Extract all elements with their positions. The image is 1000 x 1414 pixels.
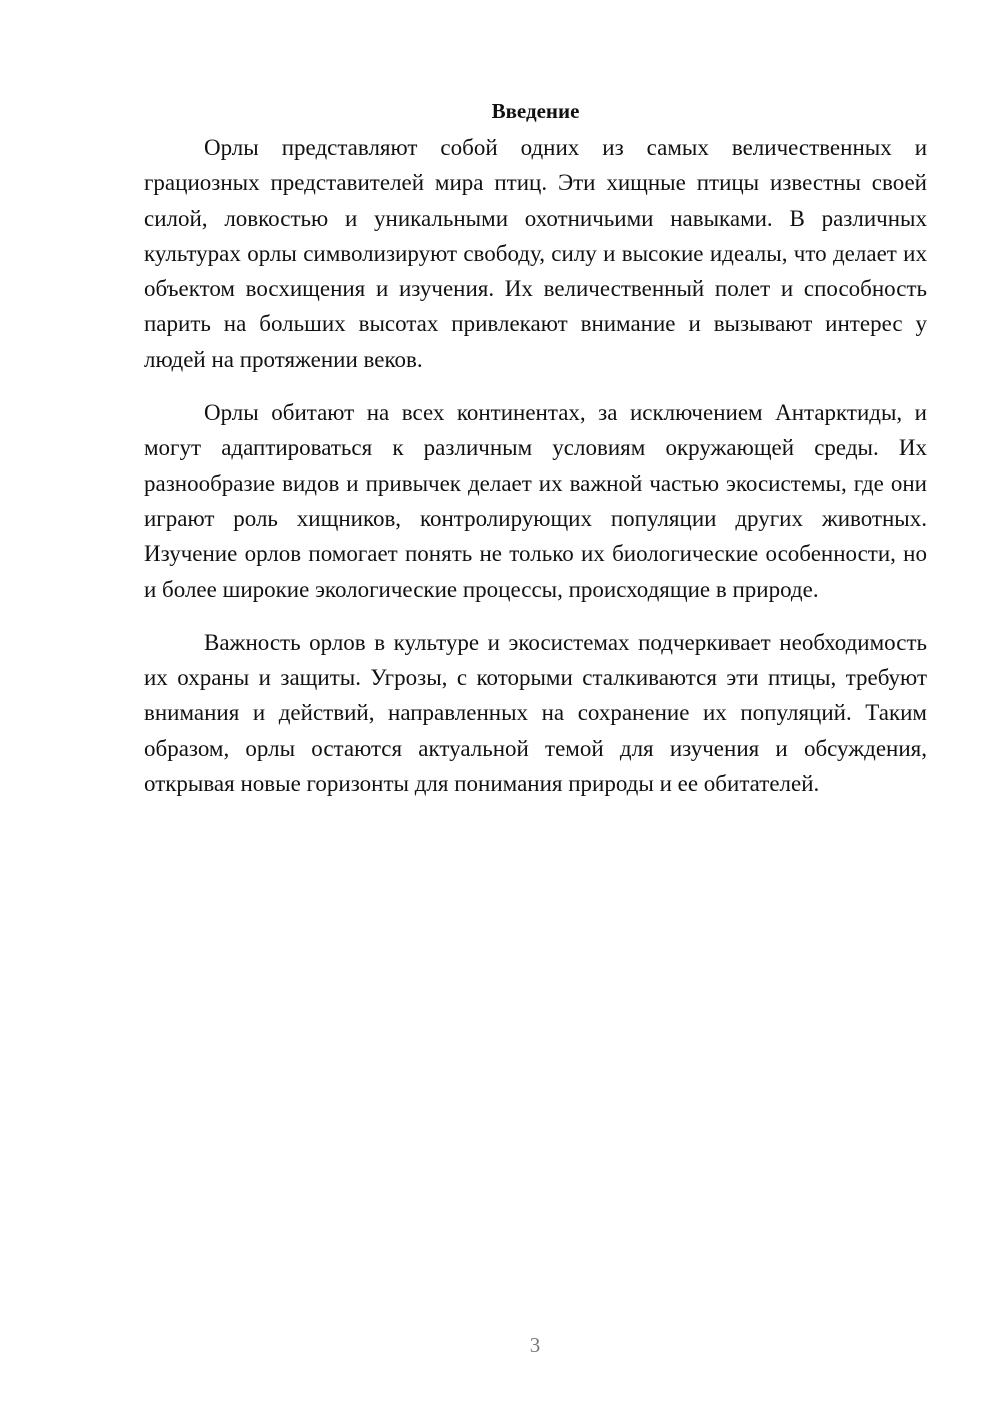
page-number: 3 [529,1333,541,1357]
paragraph-1: Орлы представляют собой одних из самых величественных и грациозных представителей мира птиц. Эти хищные птицы известны своей силой, ловкостью и уникальными охотничьими навыками. В различных культурах орлы символизируют свободу, силу и высокие идеалы, что делает их объектом восхищения и изучения. Их величественный полет и способность парить на больших высотах привлекают внимание и вызывают интерес у людей на протяжении веков. [144,135,927,372]
paragraph-2: Орлы обитают на всех континентах, за исключением Антарктиды, и могут адаптироваться к различным условиям окружающей среды. Их разнообразие видов и привычек делает их важной частью экосистемы, где они играют роль хищников, контролирующих популяции других животных. Изучение орлов помогает понять не только их биологические особенности, но и более широкие экологические процессы, происходящие в природе. [144,400,927,602]
page-content [144,96,927,819]
section-title: Введение [491,99,580,123]
paragraph-3: Важность орлов в культуре и экосистемах подчеркивает необходимость их охраны и защиты. Угрозы, с которыми сталкиваются эти птицы, требуют внимания и действий, направленных на сохранение их популяций. Таким образом, орлы остаются актуальной темой для изучения и обсуждения, открывая новые горизонты для понимания природы и ее обитателей. [144,629,927,797]
